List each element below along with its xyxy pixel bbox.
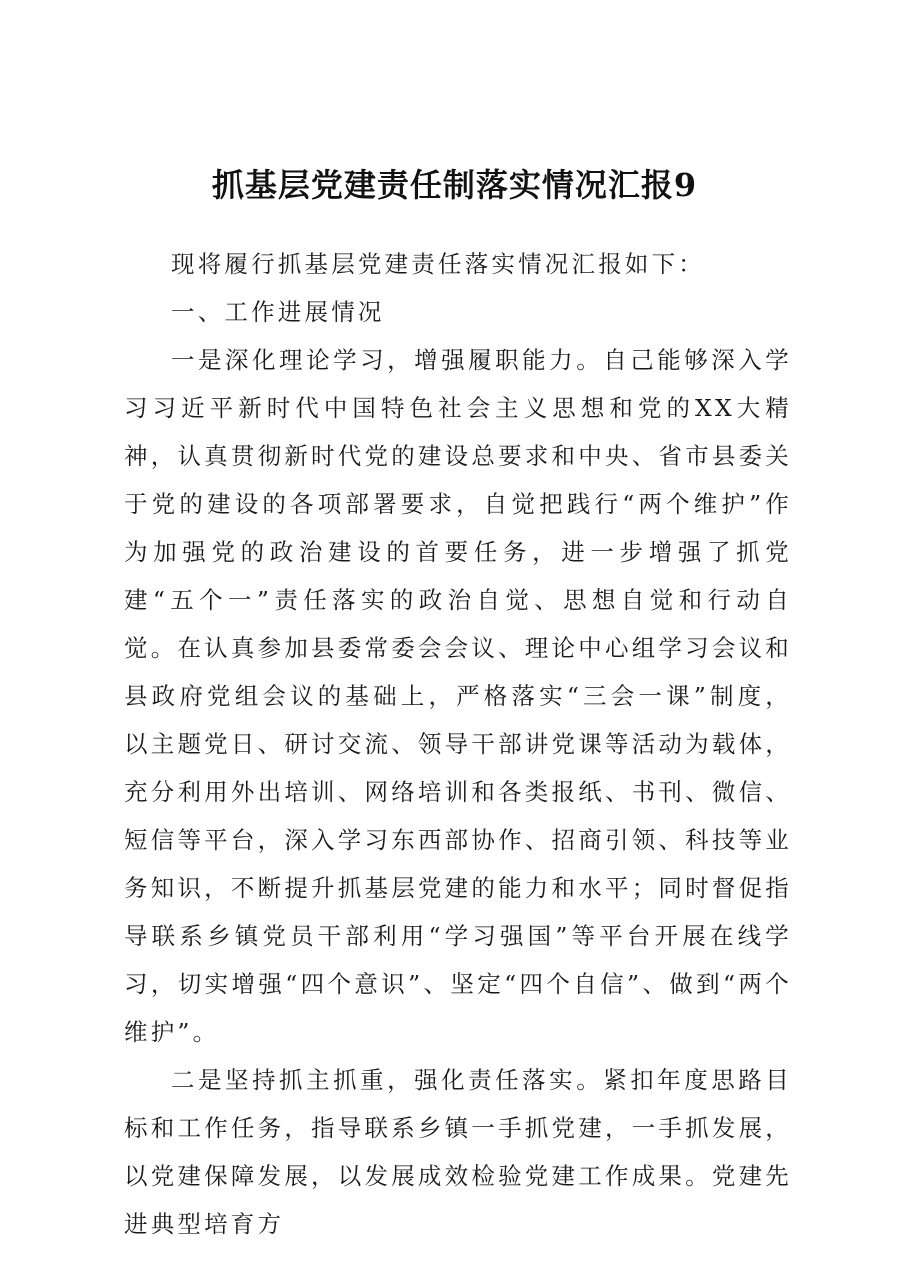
paragraph-intro: 现将履行抓基层党建责任落实情况汇报如下： bbox=[171, 250, 705, 278]
document-body bbox=[124, 240, 792, 1248]
document-title: 抓基层党建责任制落实情况汇报9 bbox=[211, 166, 698, 204]
paragraph-2: 二是坚持抓主抓重，强化责任落实。紧扣年度思路目标和工作任务，指导联系乡镇一手抓党建，一手抓发展，以党建保障发展，以发展成效检验党建工作成果。党建先进典型培育方 bbox=[124, 1066, 792, 1238]
paragraph-1: 一是深化理论学习，增强履职能力。自己能够深入学习习近平新时代中国特色社会主义思想和党的XX大精神，认真贯彻新时代党的建设总要求和中央、省市县委关于党的建设的各项部署要求，自觉把践行“两个维护”作为加强党的政治建设的首要任务，进一步增强了抓党建“五个一”责任落实的政治自觉、思想自觉和行动自觉。在认真参加县委常委会会议、理论中心组学习会议和县政府党组会议的基础上，严格落实“三会一课”制度，以主题党日、研讨交流、领导干部讲党课等活动为载体，充分利用外出培训、网络培训和各类报纸、书刊、微信、短信等平台，深入学习东西部协作、招商引领、科技等业务知识，不断提升抓基层党建的能力和水平；同时督促指导联系乡镇党员干部利用“学习强国”等平台开展在线学习，切实增强“四个意识”、坚定“四个自信”、做到“两个维护”。 bbox=[124, 346, 792, 1046]
section-heading: 一、工作进展情况 bbox=[171, 298, 385, 326]
